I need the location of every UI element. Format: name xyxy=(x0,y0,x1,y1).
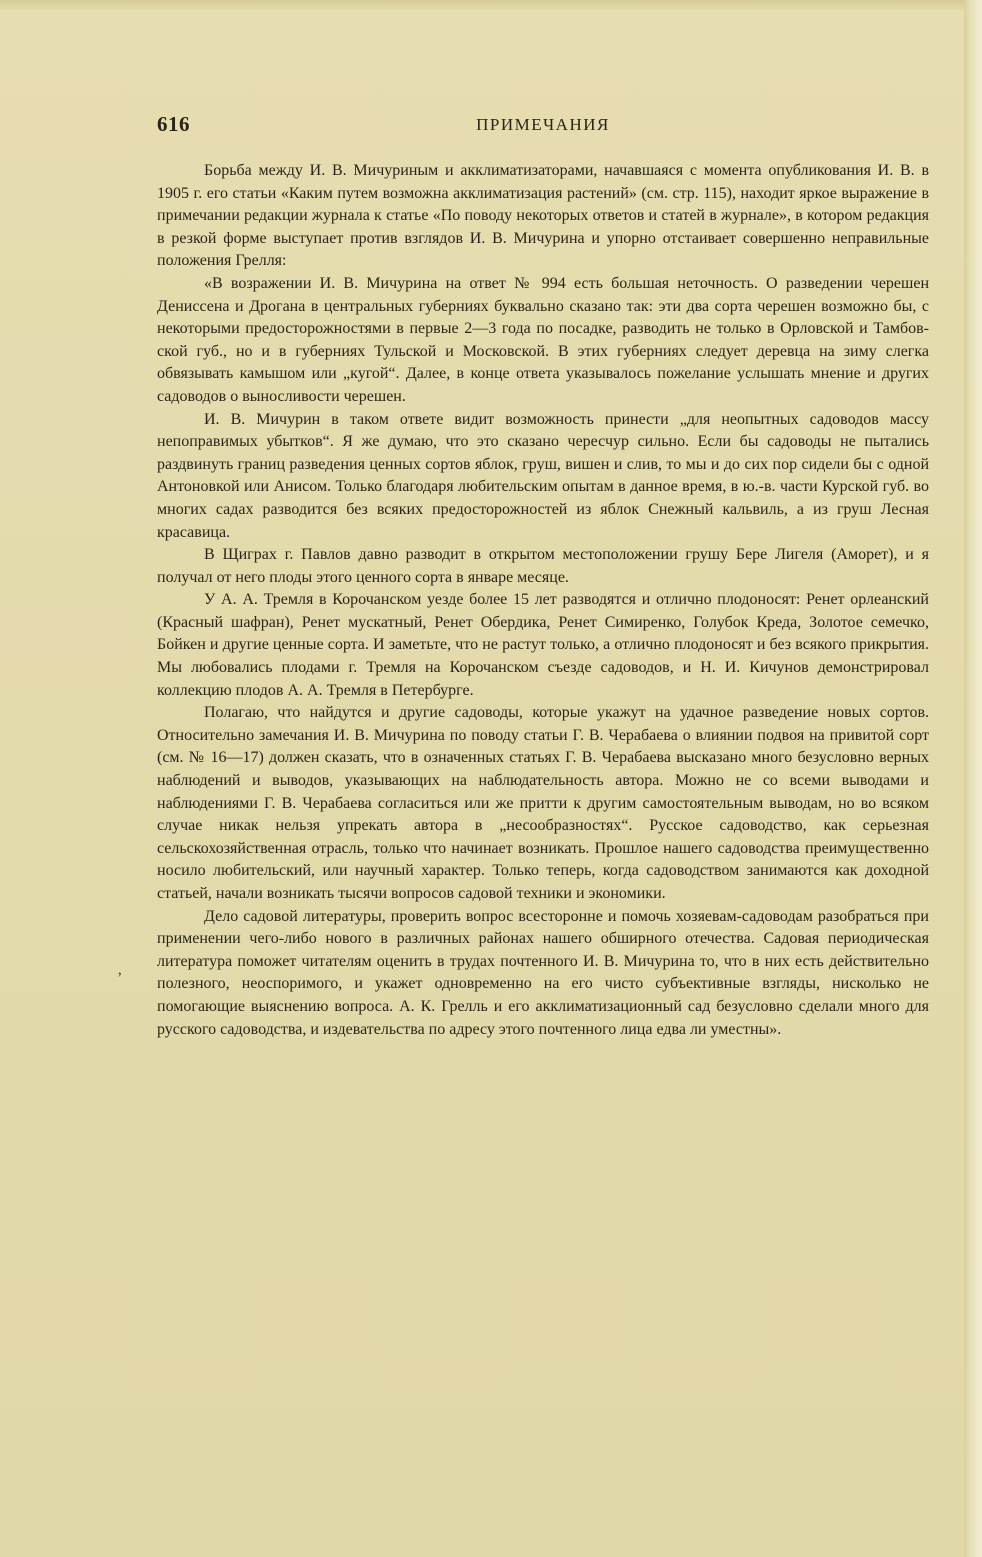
page-right-edge xyxy=(964,0,982,1557)
paragraph-5: У А. А. Тремля в Корочанском уезде более 15 лет разводятся и отлично плодоносят: Ренет орлеанский (Красный шафран), Ренет мускатный, Ренет Обердика, Ренет Симиренко, Голубок Креда, Золотое семечко, Бойкен и другие ценные сорта. И заметьте, что не растут только, а отлично плодоносят и без всякого прикрытия. Мы любовались плодами г. Тремля на Корочанском съезде садоводов, и Н. И. Кичунов демонстрировал коллекцию плодов А. А. Тремля в Петербурге. xyxy=(157,591,929,699)
paragraph-2: «В возражении И. В. Мичурина на ответ № 994 есть большая неточность. О разведении черешен Дениссена и Дрогана в центральных губерниях буквально сказано так: эти два сорта черешен возможно бы, с некоторыми предосторожностями в первые 2—3 года по посадке, разводить не только в Орловской и Тамбовской губ., но и в губерниях Тульской и Московской. В этих губерниях следует деревца на зиму слегка обвязывать камышом или „кугой“. Далее, в конце ответа указывалось пожелание услышать мнение и других садоводов о выносливости черешен. xyxy=(157,274,929,405)
running-title: ПРИМЕЧАНИЯ xyxy=(476,115,610,134)
paragraph-1: Борьба между И. В. Мичуриным и акклиматизаторами, начавшаяся с момента опубликования И. В. в 1905 г. его статьи «Каким путем возможна акклиматизация растений» (см. стр. 115), находит яркое выражение в примечании редакции журнала к статье «По поводу некоторых ответов и статей в журнале», в котором редакция в резкой форме выступает против взглядов И. В. Мичурина и упорно отстаивает совершенно неправильные положения Грелля: xyxy=(157,162,929,270)
notes-body xyxy=(157,160,929,1041)
page-header xyxy=(157,112,929,140)
page-top-edge xyxy=(0,0,982,10)
paragraph-4: В Щиграх г. Павлов давно разводит в открытом местоположении грушу Бере Лигеля (Аморет), и я получал от него плоды этого ценного сорта в январе месяце. xyxy=(157,546,929,586)
paragraph-7: Дело садовой литературы, проверить вопрос всесторонне и помочь хозяевам-садоводам разобраться при применении чего-либо нового в различных районах нашего обширного отечества. Садовая периодическая литература поможет читателям оценить в трудах почтенного И. В. Мичурина то, что в них есть действительно полезного, неоспоримого, и укажет одновременно на его чисто субъективные взгляды, нисколько не помогающие выяснению вопроса. А. К. Грелль и его акклиматизационный сад безусловно сделали много для русского садоводства, и издевательства по адресу этого почтенного лица едва ли уместны». xyxy=(157,907,929,1038)
page-number: 616 xyxy=(157,112,190,136)
paragraph-6: Полагаю, что найдутся и другие садоводы, которые укажут на удачное разведение новых сортов. Относительно замечания И. В. Мичурина по поводу статьи Г. В. Черабаева о влиянии подвоя на привитой сорт (см. № 16—17) должен сказать, что в означенных статьях Г. В. Черабаева высказано много безусловно верных наблюдений и выводов, указывающих на наблюдательность автора. Можно не со всеми выводами и наблюдениями Г. В. Черабаева согласиться или же притти к другим самостоятельным выводам, но во всяком случае никак нельзя упрекать автора в „несообразностях“. Русское садоводство, как серьезная сельскохозяйственная отрасль, только что начинает возникать. Прошлое нашего садоводства преимущественно носило любительский, или научный характер. Только теперь, когда садоводством занимаются как доходной статьей, начали возникать тысячи вопросов садовой техники и экономики. xyxy=(157,704,929,902)
paragraph-3: И. В. Мичурин в таком ответе видит возможность принести „для неопытных садоводов массу непоправимых убытков“. Я же думаю, что это сказано чересчур сильно. Если бы садоводы не пытались раздвинуть границ разведения ценных сортов яблок, груш, вишен и слив, то мы и до сих пор сидели бы с одной Антоновкой или Анисом. Только благодаря любительским опытам в данное время, в ю.-в. части Курской губ. во многих садах разводится без всяких предосторожностей из яблок Снежный кальвиль, а из груш Лесная красавица. xyxy=(157,410,929,541)
margin-pencil-mark: ʼ xyxy=(117,970,123,987)
